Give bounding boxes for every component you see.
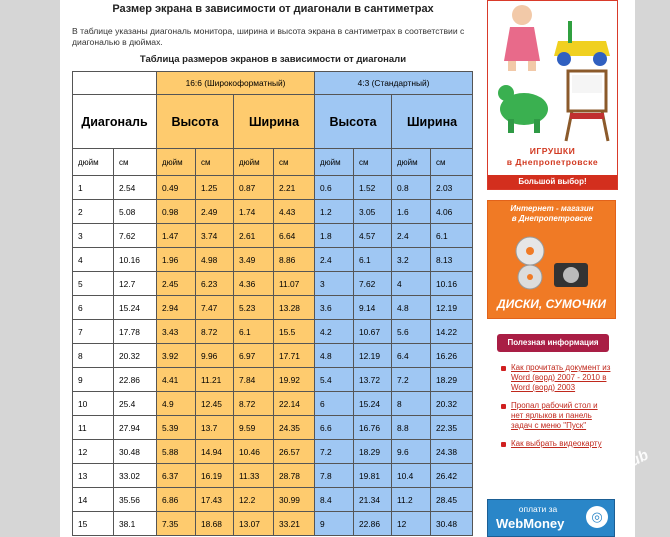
unit-cm: см [431, 149, 473, 176]
table-cell: 13 [73, 464, 114, 488]
table-cell: 3 [73, 224, 114, 248]
table-cell: 15 [73, 512, 114, 536]
table-cell: 1.6 [392, 200, 431, 224]
table-cell: 9.14 [354, 296, 392, 320]
table-cell: 15.24 [114, 296, 157, 320]
toys-ad-banner[interactable] [487, 0, 618, 190]
table-row [73, 320, 473, 344]
table-cell: 2.03 [431, 176, 473, 200]
table-cell: 3.43 [157, 320, 196, 344]
table-cell: 6.1 [431, 224, 473, 248]
table-cell: 1.47 [157, 224, 196, 248]
table-cell: 2.61 [234, 224, 274, 248]
table-cell: 11.07 [274, 272, 315, 296]
table-cell: 7.62 [354, 272, 392, 296]
table-cell: 2 [73, 200, 114, 224]
table-cell: 2.54 [114, 176, 157, 200]
table-cell: 6.97 [234, 344, 274, 368]
table-cell: 8 [392, 392, 431, 416]
table-cell: 6.86 [157, 488, 196, 512]
table-cell: 19.92 [274, 368, 315, 392]
table-cell: 5.08 [114, 200, 157, 224]
table-cell: 4.98 [196, 248, 234, 272]
table-row [73, 416, 473, 440]
table-cell: 11.21 [196, 368, 234, 392]
useful-info-link[interactable]: Как выбрать видеокарту [511, 439, 602, 448]
table-cell: 14.22 [431, 320, 473, 344]
table-cell: 4.41 [157, 368, 196, 392]
table-cell: 18.29 [431, 368, 473, 392]
table-cell: 10.67 [354, 320, 392, 344]
table-cell: 7.2 [315, 440, 354, 464]
table-cell: 20.32 [114, 344, 157, 368]
table-row [73, 224, 473, 248]
useful-info-link-item [499, 439, 611, 449]
toys-ad-footer: Большой выбор! [488, 175, 617, 189]
table-row [73, 464, 473, 488]
table-cell: 30.48 [431, 512, 473, 536]
table-cell: 2.21 [274, 176, 315, 200]
table-cell: 13.07 [234, 512, 274, 536]
table-cell: 4 [392, 272, 431, 296]
table-cell: 4.2 [315, 320, 354, 344]
table-cell: 1.8 [315, 224, 354, 248]
table-cell: 9.59 [234, 416, 274, 440]
table-cell: 3.6 [315, 296, 354, 320]
table-cell: 14 [73, 488, 114, 512]
table-cell: 12 [73, 440, 114, 464]
screen-size-table [72, 71, 473, 536]
table-cell: 11.2 [392, 488, 431, 512]
unit-inch: дюйм [392, 149, 431, 176]
table-cell: 12.19 [431, 296, 473, 320]
table-cell: 27.94 [114, 416, 157, 440]
webmoney-brand: WebMoney [496, 516, 565, 531]
disks-ad-banner[interactable] [487, 200, 616, 319]
table-cell: 17.71 [274, 344, 315, 368]
table-cell: 28.45 [431, 488, 473, 512]
table-cell: 18.29 [354, 440, 392, 464]
unit-cm: см [196, 149, 234, 176]
table-cell: 24.35 [274, 416, 315, 440]
table-cell: 1 [73, 176, 114, 200]
table-cell: 11 [73, 416, 114, 440]
table-cell: 38.1 [114, 512, 157, 536]
table-cell: 6.1 [354, 248, 392, 272]
col-diagonal-header: Диагональ [73, 95, 157, 149]
table-cell: 8.72 [196, 320, 234, 344]
table-cell: 18.68 [196, 512, 234, 536]
table-cell: 6 [73, 296, 114, 320]
table-cell: 2.94 [157, 296, 196, 320]
table-cell: 10.4 [392, 464, 431, 488]
table-cell: 1.96 [157, 248, 196, 272]
table-cell: 4.06 [431, 200, 473, 224]
table-cell: 19.81 [354, 464, 392, 488]
table-cell: 2.4 [392, 224, 431, 248]
table-row [73, 392, 473, 416]
col-wide-width-header: Ширина [234, 95, 315, 149]
table-cell: 8.86 [274, 248, 315, 272]
table-cell: 8.72 [234, 392, 274, 416]
unit-row [73, 149, 473, 176]
header-blank [73, 72, 157, 95]
table-cell: 12.7 [114, 272, 157, 296]
useful-info-heading: Полезная информация [497, 334, 609, 352]
table-cell: 2.4 [315, 248, 354, 272]
table-cell: 10.46 [234, 440, 274, 464]
table-cell: 7.62 [114, 224, 157, 248]
table-row [73, 488, 473, 512]
table-row [73, 440, 473, 464]
toys-picture [488, 1, 617, 161]
table-cell: 10 [73, 392, 114, 416]
table-cell: 8 [73, 344, 114, 368]
table-cell: 25.4 [114, 392, 157, 416]
table-row [73, 248, 473, 272]
table-cell: 2.45 [157, 272, 196, 296]
table-cell: 33.21 [274, 512, 315, 536]
table-cell: 17.43 [196, 488, 234, 512]
table-cell: 4.43 [274, 200, 315, 224]
table-cell: 16.19 [196, 464, 234, 488]
table-row [73, 368, 473, 392]
page-title: Размер экрана в зависимости от диагонали в сантиметрах [112, 3, 434, 15]
table-cell: 2.49 [196, 200, 234, 224]
table-cell: 4.8 [392, 296, 431, 320]
useful-info-link-item [499, 363, 611, 393]
table-cell: 5.23 [234, 296, 274, 320]
table-cell: 1.25 [196, 176, 234, 200]
table-cell: 6.4 [392, 344, 431, 368]
table-cell: 1.52 [354, 176, 392, 200]
table-cell: 4 [73, 248, 114, 272]
table-cell: 6 [315, 392, 354, 416]
table-row [73, 272, 473, 296]
table-cell: 0.87 [234, 176, 274, 200]
col-wide-height-header: Высота [157, 95, 234, 149]
table-cell: 8.8 [392, 416, 431, 440]
table-cell: 7 [73, 320, 114, 344]
table-cell: 3 [315, 272, 354, 296]
table-cell: 3.49 [234, 248, 274, 272]
table-cell: 10.16 [114, 248, 157, 272]
table-cell: 3.92 [157, 344, 196, 368]
disks-ad-header: Интернет - магазин в Днепропетровске [510, 204, 594, 223]
table-cell: 26.57 [274, 440, 315, 464]
table-cell: 3.2 [392, 248, 431, 272]
useful-info-link[interactable]: Пропал рабочий стол и нет ярлыков и панель задач с меню "Пуск" [511, 401, 598, 430]
table-cell: 4.57 [354, 224, 392, 248]
table-cell: 22.86 [114, 368, 157, 392]
table-cell: 12 [392, 512, 431, 536]
table-cell: 1.2 [315, 200, 354, 224]
toys-ad-text: ИГРУШКИ в Днепропетровске [506, 146, 599, 167]
table-cell: 3.74 [196, 224, 234, 248]
table-cell: 12.19 [354, 344, 392, 368]
group-wide-header: 16:6 (Широкоформатный) [157, 72, 315, 95]
table-cell: 30.48 [114, 440, 157, 464]
table-cell: 0.98 [157, 200, 196, 224]
table-cell: 17.78 [114, 320, 157, 344]
table-cell: 6.6 [315, 416, 354, 440]
table-cell: 6.1 [234, 320, 274, 344]
table-cell: 13.72 [354, 368, 392, 392]
table-cell: 35.56 [114, 488, 157, 512]
table-cell: 9.6 [392, 440, 431, 464]
table-cell: 4.36 [234, 272, 274, 296]
webmoney-globe-icon: ◎ [586, 506, 608, 528]
group-std-header: 4:3 (Стандартный) [315, 72, 473, 95]
unit-cm: см [114, 149, 157, 176]
table-cell: 15.5 [274, 320, 315, 344]
table-cell: 26.42 [431, 464, 473, 488]
intro-text: В таблице указаны диагональ монитора, ширина и высота экрана в сантиметрах в соответствии с диагональю в дюймах. [72, 26, 465, 47]
table-cell: 13.28 [274, 296, 315, 320]
table-cell: 12.2 [234, 488, 274, 512]
site-watermark: SovetClub [577, 446, 652, 497]
table-cell: 16.26 [431, 344, 473, 368]
col-std-height-header: Высота [315, 95, 392, 149]
table-cell: 13.7 [196, 416, 234, 440]
table-cell: 24.38 [431, 440, 473, 464]
table-cell: 7.84 [234, 368, 274, 392]
table-cell: 22.86 [354, 512, 392, 536]
table-cell: 30.99 [274, 488, 315, 512]
table-cell: 5.4 [315, 368, 354, 392]
table-cell: 0.6 [315, 176, 354, 200]
unit-inch: дюйм [234, 149, 274, 176]
table-cell: 8.4 [315, 488, 354, 512]
unit-cm: см [354, 149, 392, 176]
unit-inch: дюйм [73, 149, 114, 176]
table-caption: Таблица размеров экранов в зависимости от диагонали [139, 54, 407, 65]
table-cell: 15.24 [354, 392, 392, 416]
table-row [73, 296, 473, 320]
table-cell: 22.14 [274, 392, 315, 416]
table-cell: 14.94 [196, 440, 234, 464]
table-cell: 0.49 [157, 176, 196, 200]
table-cell: 22.35 [431, 416, 473, 440]
table-cell: 6.37 [157, 464, 196, 488]
table-cell: 9.96 [196, 344, 234, 368]
table-cell: 3.05 [354, 200, 392, 224]
useful-info-link-item [499, 401, 611, 431]
table-cell: 12.45 [196, 392, 234, 416]
table-cell: 5.39 [157, 416, 196, 440]
table-cell: 16.76 [354, 416, 392, 440]
table-cell: 7.47 [196, 296, 234, 320]
table-cell: 21.34 [354, 488, 392, 512]
table-cell: 10.16 [431, 272, 473, 296]
table-cell: 4.8 [315, 344, 354, 368]
table-cell: 11.33 [234, 464, 274, 488]
table-cell: 28.78 [274, 464, 315, 488]
table-cell: 7.8 [315, 464, 354, 488]
table-cell: 9 [315, 512, 354, 536]
unit-inch: дюйм [315, 149, 354, 176]
useful-info-links [499, 363, 611, 457]
table-cell: 6.23 [196, 272, 234, 296]
table-cell: 0.8 [392, 176, 431, 200]
table-cell: 7.35 [157, 512, 196, 536]
table-cell: 5.88 [157, 440, 196, 464]
table-row [73, 512, 473, 536]
webmoney-caption: оплати за [518, 504, 558, 514]
disks-ad-footer: ДИСКИ, СУМОЧКИ [496, 297, 607, 311]
cd-disk-icon [510, 233, 596, 293]
table-row [73, 176, 473, 200]
useful-info-link[interactable]: Как прочитать документ из Word (ворд) 2007 - 2010 в Word (ворд) 2003 [511, 363, 611, 392]
unit-cm: см [274, 149, 315, 176]
table-cell: 5 [73, 272, 114, 296]
table-cell: 4.9 [157, 392, 196, 416]
table-cell: 9 [73, 368, 114, 392]
table-cell: 6.64 [274, 224, 315, 248]
table-cell: 8.13 [431, 248, 473, 272]
table-cell: 33.02 [114, 464, 157, 488]
table-cell: 1.74 [234, 200, 274, 224]
table-row [73, 344, 473, 368]
table-row [73, 200, 473, 224]
table-cell: 5.6 [392, 320, 431, 344]
col-std-width-header: Ширина [392, 95, 473, 149]
table-cell: 20.32 [431, 392, 473, 416]
unit-inch: дюйм [157, 149, 196, 176]
table-cell: 7.2 [392, 368, 431, 392]
page [60, 0, 635, 537]
